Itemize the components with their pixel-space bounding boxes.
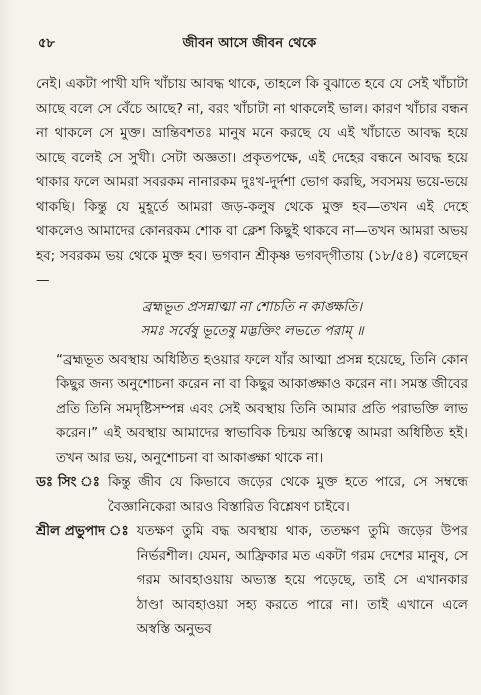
dialogue-dr-singh (36, 470, 468, 519)
verse-line-2: সমঃ সর্বেষু ভূতেষু মদ্ভক্তিং লভতে পরাম্‌ ॥ (140, 323, 364, 339)
sanskrit-verse (36, 295, 468, 344)
body-text (36, 72, 468, 642)
dialogue-prabhupada (36, 519, 468, 642)
verse-translation-paragraph: “ব্রহ্মভূত অবস্থায় অধিষ্ঠিত হওয়ার ফলে যাঁর আত্মা প্রসন্ন হয়েছে, তিনি কোন কিছুর জন্য অনুশোচনা করেন না বা কিছুর আকাঙ্ক্ষাও করেন না। সমস্ত জীবের প্রতি তিনি সমদৃষ্টিসম্পন্ন এবং সেই অবস্থায় তিনি আমার প্রতি পরাভক্তি লাভ করেন।” এই অবস্থায় আমাদের স্বাভাবিক চিন্ময় অস্তিত্বে আমরা অধিষ্ঠিত হই। তখন আর ভয়, অনুশোচনা বা আকাঙ্ক্ষা থাকে না। (56, 351, 468, 466)
verse-line-1: ব্রহ্মভূত প্রসন্নাত্মা না শোচতি ন কাঙ্ক্ষতি। (141, 298, 363, 315)
speech-dr-singh: কিন্তু জীব যে কিভাবে জড়ের থেকে মুক্ত হতে পারে, সে সম্বন্ধে বৈজ্ঞানিকেরা আরও বিস্তারিত বিশ্লেষণ চাইবে। (108, 474, 468, 515)
page-number: ৫৮ (38, 36, 55, 51)
paragraph-intro: নেই। একটা পাখী যদি খাঁচায় আবদ্ধ থাকে, তাহলে কি বুঝাতে হবে যে সেই খাঁচাটা আছে বলে সে বেঁচে আছে? না, বরং খাঁচাটা না থাকলেই ভাল। কারণ খাঁচার বন্ধন না থাকলে সে মুক্ত। ভ্রান্তিবশতঃ মানুষ মনে করছে যে এই খাঁচাতে আবদ্ধ হয়ে আছে বলেই সে সুখী। সেটা অজ্ঞতা। প্রকৃতপক্ষে, এই দেহের বন্ধনে আবদ্ধ হয়ে থাকার ফলে আমরা সবরকম নানারকম দুঃখ-দুর্দশা ভোগ করছি, সবসময় ভয়ে-ভয়ে থাকছি। কিন্তু যে মুহূর্তে আমরা জড়-কলুষ থেকে মুক্ত হব—তখন এই দেহে থাকলেও আমাদের কোনরকম শোক বা ক্লেশ কিছুই থাকবে না—তখন আমরা অভয় হব; সবরকম ভয় থেকে মুক্ত হব। ভগবান শ্রীকৃষ্ণ ভগবদ্‌গীতায় (১৮/৫৪) বলেছেন— (36, 76, 468, 288)
speaker-label-dr-singh: ডঃ সিং ঃ (36, 474, 101, 490)
speech-prabhupada: যতক্ষণ তুমি বদ্ধ অবস্থায় থাক, ততক্ষণ তুমি জড়ের উপর নির্ভরশীল। যেমন, আফ্রিকার মত একটা গরম দেশের মানুষ, সে গরম আবহাওয়ায় অভ্যস্ত হয়ে পড়েছে, তাই সে এখানকার ঠাণ্ডা আবহাওয়া সহ্য করতে পারে না। তাই এখানে এলে অস্বস্তি অনুভব (136, 523, 468, 637)
page-header (38, 34, 461, 58)
running-title: জীবন আসে জীবন থেকে (182, 36, 317, 51)
speaker-label-prabhupada: শ্রীল প্রভুপাদ ঃ (36, 523, 129, 539)
